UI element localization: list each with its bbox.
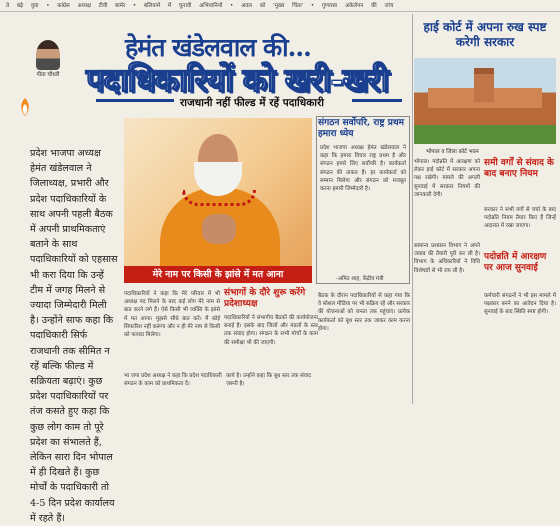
headline-top: हेमंत खंडेलवाल की... [125,33,311,62]
lead-article-text: प्रदेश भाजपा अध्यक्ष हेमंत खंडेलवाल ने जिलाध्यक्ष, प्रभारी और प्रदेश पदाधिकारियों के साथ अपनी पहली बैठक में अपनी प्राथमिकताएं बताने के साथ पदाधिकारियों को एहसास भी करा दिया कि उन्हें टीम में जगह मिलने से ज्यादा जिम्मेदारी मिली है। उन्होंने साफ कहा कि पदाधिकारी सिर्फ राजधानी तक सीमित न रहें बल्कि फील्ड में सक्रियता बढ़ाएं। कुछ प्रदेश पदाधिकारियों पर तंज कसते हुए कहा कि कुछ लोग काम तो पूरे प्रदेश का संभालते हैं, लेकिन सारा दिन भोपाल में ही दिखते हैं। कुछ मोर्चों के पदाधिकारी तो 4-5 दिन प्रदेश कार्यालय में रहते हैं। [30,148,118,524]
leader-photo [124,118,312,266]
right-subheading: समी वर्गों से संवाद के बाद बनाए नियम [484,158,554,179]
party-logo-icon [14,96,36,118]
top-ticker: ते बढ़े युवा • कांग्रेस अध्यक्ष टीवी बार्मर • बलियामें में चुनावी अभियानियों • अवल को 'मुख्य चिंता' • गुणवत्ता अकेलेपन की जांच [0,0,560,12]
court-building-photo [414,58,556,144]
photo-caption-banner: मेरे नाम पर किसी के झांसे में मत आना [124,266,312,283]
author-byline: गीता चौधरी [36,72,60,78]
sidebar-box-text: प्रदेश भाजपा अध्यक्ष हेमंत खंडेलवाल ने कहा कि हमारा विचार राष्ट्र प्रथम है और संगठन हमारे लिए सर्वोपरि है। कार्यकर्ता संगठन की ताकत हैं। हर कार्यकर्ता को सम्मान मिलेगा और संगठन को मजबूत करना हमारी जिम्मेदारी है। [320,145,406,193]
right-pullquote: पदोन्नति में आरक्षण पर आज सुनवाई [484,252,547,273]
right-headline: हाई कोर्ट में अपना रुख स्पष्ट करेगी सरकार [423,20,547,49]
mid-article-text: पदाधिकारियों ने कहा कि मेरे परिवार में भी अध्यक्ष पद मिलने के बाद कई लोग मेरे नाम से बात करने लगे हैं। ऐसे किसी भी व्यक्ति के झांसे में मत आना। मुझसे सीधे बात करें। मैं कोई सिफारिश नहीं करूंगा और न ही मेरे नाम से किसी को फायदा मिलेगा। [124,291,220,339]
sidebar-box-credit: -अमित शाह, केंद्रीय मंत्री [336,276,384,282]
column-four-text: कार्य है। उन्होंने कहा कि बूथ स्तर तक संवाद जरूरी है। [226,373,312,388]
column-divider [412,14,413,404]
headline-main: पदाधिकारियों को खरी-खरी [86,61,389,99]
deck-rule-left [96,99,174,102]
right-article-text-3: कर्मचारी संगठनों ने भी इस मामले में पक्षकार बनने का आवेदन दिया है। सुनवाई के बाद स्थिति स्पष्ट होगी। [484,293,556,316]
author-photo [36,40,60,70]
right-article-text-2: सामान्य प्रशासन विभाग ने अपने जवाब की तैयारी पूरी कर ली है। विभाग के अधिकारियों ने विधि विशेषज्ञों से भी राय ली है। [414,243,480,274]
sidebar-box-border [316,116,410,284]
deck-subheading: राजधानी नहीं फील्ड में रहें पदाधिकारी [180,97,324,109]
right-photo-caption: भोपाल व जिला कोर्ट भवन [426,149,479,155]
subheading-tours: संभागों के दौरे शुरू करेंगे प्रदेशाध्यक्ष [224,288,306,309]
sidebar-box-heading: संगठन सर्वोपरि, राष्ट्र प्रथम हमारा ध्येय [318,118,404,139]
right-sub-text: सरकार ने सभी वर्गों से चर्चा के बाद पदोन्नति नियम तैयार किए हैं जिन्हें अदालत में रखा जाएगा। [484,207,556,230]
footer-article-text: भा जपा प्रदेश अध्यक्ष ने कहा कि प्रदेश पदाधिकारी संगठन के काम को प्राथमिकता दें। [124,373,222,388]
column-three-text: बैठक के दौरान पदाधिकारियों से कहा गया कि वे सोशल मीडिया पर भी सक्रिय रहें और सरकार की योजनाओं को जनता तक पहुंचाएं। प्रत्येक कार्यकर्ता को बूथ स्तर तक जाकर काम करना होगा। [318,293,410,332]
deck-rule-right [352,99,402,102]
tours-article-text: पदाधिकारियों ने संभागीय बैठकों की कार्ययोजना बनाई है। इसके बाद जिलों और मंडलों के स्तर तक संवाद होगा। संगठन के सभी मोर्चों के काम की समीक्षा भी की जाएगी। [224,315,318,346]
right-article-text: भोपाल। पदोन्नति में आरक्षण को लेकर हाई कोर्ट में सरकार अपना पक्ष रखेगी। मामले की अगली सुनवाई में सरकार नियमों की जानकारी देगी। [414,159,480,198]
